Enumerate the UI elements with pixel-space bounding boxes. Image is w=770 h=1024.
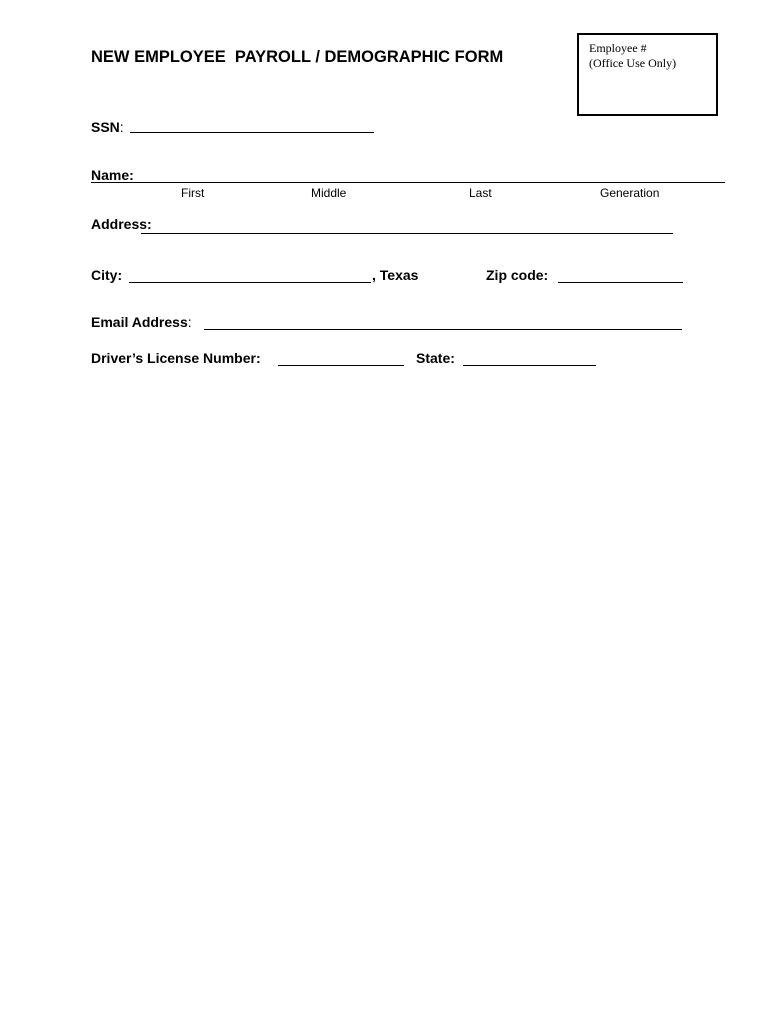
city-label: City: [91,267,123,283]
zip-field[interactable] [558,282,683,283]
form-title: NEW EMPLOYEE PAYROLL / DEMOGRAPHIC FORM [91,48,504,66]
address-field[interactable] [141,233,673,234]
drivers-license-label: Driver’s License Number: [91,350,261,366]
name-first-caption: First [181,186,205,200]
name-middle-caption: Middle [311,186,347,200]
drivers-license-field[interactable] [278,365,404,366]
name-field[interactable] [91,182,725,183]
email-field[interactable] [204,329,682,330]
employee-number-label: Employee # [589,41,647,55]
office-use-box [577,33,718,116]
zip-label: Zip code: [486,267,549,283]
name-last-caption: Last [469,186,492,200]
name-label: Name: [91,167,134,183]
ssn-field[interactable] [130,132,374,133]
state-texas-label: , Texas [372,267,419,283]
address-label: Address: [91,216,152,232]
office-use-only-label: (Office Use Only) [589,56,677,70]
name-generation-caption: Generation [600,186,660,200]
license-state-label: State: [416,350,455,366]
email-label: Email Address: [91,314,192,330]
city-field[interactable] [129,282,371,283]
ssn-label: SSN: [91,119,124,135]
license-state-field[interactable] [463,365,596,366]
